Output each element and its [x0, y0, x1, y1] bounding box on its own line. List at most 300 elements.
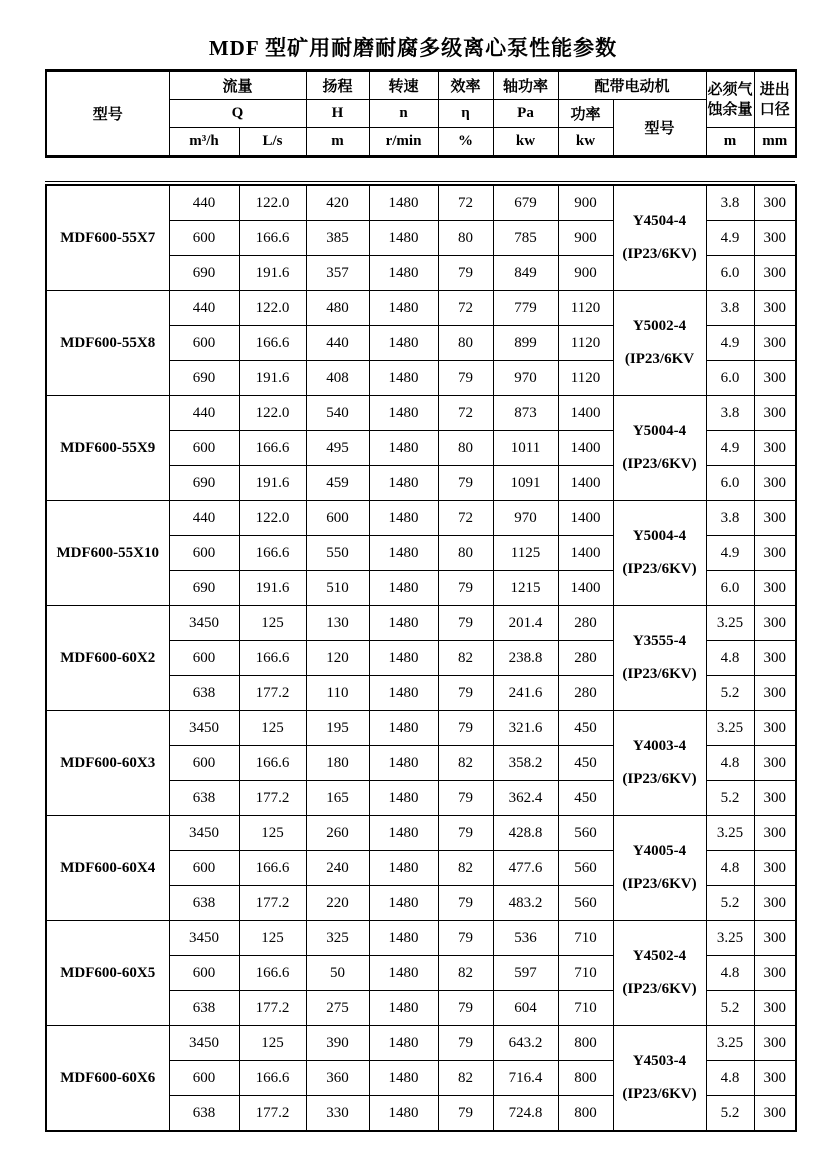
value-cell-kw: 280 [558, 676, 613, 711]
value-cell-ls: 125 [239, 816, 306, 851]
value-cell-npsh: 6.0 [706, 256, 754, 291]
motor-model-line: (IP23/6KV) [622, 771, 697, 787]
value-cell-pa: 201.4 [493, 606, 558, 641]
header-unit-pct: % [438, 128, 493, 157]
table-row [46, 921, 796, 956]
value-cell-eta: 79 [438, 361, 493, 396]
value-cell-h: 357 [306, 256, 369, 291]
value-cell-pa: 428.8 [493, 816, 558, 851]
value-cell-eta: 79 [438, 1096, 493, 1132]
value-cell-port: 300 [754, 466, 796, 501]
value-cell-port: 300 [754, 641, 796, 676]
value-cell-kw: 710 [558, 921, 613, 956]
motor-model-line: (IP23/6KV) [622, 561, 697, 577]
value-cell-m3h: 690 [169, 466, 239, 501]
header-shaft-power: 轴功率 [493, 71, 558, 100]
motor-model-line: (IP23/6KV [624, 351, 695, 367]
value-cell-kw: 560 [558, 851, 613, 886]
header-unit-kw-motor: kw [558, 128, 613, 157]
header-head: 扬程 [306, 71, 369, 100]
value-cell-m3h: 600 [169, 326, 239, 361]
value-cell-h: 240 [306, 851, 369, 886]
value-cell-npsh: 4.8 [706, 1061, 754, 1096]
value-cell-port: 300 [754, 501, 796, 536]
pump-model-cell: MDF600-55X9 [46, 396, 169, 501]
motor-model-line: Y5004-4 [632, 423, 687, 439]
value-cell-ls: 166.6 [239, 221, 306, 256]
value-cell-ls: 166.6 [239, 1061, 306, 1096]
value-cell-ls: 122.0 [239, 185, 306, 221]
value-cell-h: 420 [306, 185, 369, 221]
pump-model-cell: MDF600-55X8 [46, 291, 169, 396]
value-cell-kw: 1120 [558, 361, 613, 396]
value-cell-n: 1480 [369, 1061, 438, 1096]
value-cell-pa: 321.6 [493, 711, 558, 746]
value-cell-eta: 72 [438, 501, 493, 536]
header-efficiency: 效率 [438, 71, 493, 100]
value-cell-port: 300 [754, 781, 796, 816]
value-cell-port: 300 [754, 361, 796, 396]
motor-model-line: Y4005-4 [632, 843, 687, 859]
value-cell-kw: 1400 [558, 396, 613, 431]
value-cell-port: 300 [754, 991, 796, 1026]
value-cell-pa: 873 [493, 396, 558, 431]
value-cell-n: 1480 [369, 921, 438, 956]
value-cell-kw: 710 [558, 991, 613, 1026]
value-cell-port: 300 [754, 851, 796, 886]
header-n-symbol: n [369, 100, 438, 128]
value-cell-kw: 800 [558, 1061, 613, 1096]
value-cell-eta: 80 [438, 536, 493, 571]
header-port-line1: 进出 [759, 81, 790, 98]
double-rule-line [45, 181, 795, 182]
pump-model-cell: MDF600-60X5 [46, 921, 169, 1026]
value-cell-eta: 82 [438, 1061, 493, 1096]
value-cell-pa: 238.8 [493, 641, 558, 676]
value-cell-m3h: 638 [169, 781, 239, 816]
value-cell-ls: 166.6 [239, 536, 306, 571]
value-cell-m3h: 440 [169, 501, 239, 536]
table-row [46, 185, 796, 221]
value-cell-n: 1480 [369, 361, 438, 396]
value-cell-n: 1480 [369, 501, 438, 536]
value-cell-npsh: 4.8 [706, 746, 754, 781]
value-cell-m3h: 3450 [169, 606, 239, 641]
table-row [46, 291, 796, 326]
motor-model-cell [613, 1026, 706, 1132]
value-cell-m3h: 638 [169, 991, 239, 1026]
value-cell-ls: 177.2 [239, 676, 306, 711]
motor-model-cell [613, 711, 706, 816]
value-cell-npsh: 4.9 [706, 221, 754, 256]
value-cell-kw: 1400 [558, 571, 613, 606]
value-cell-h: 260 [306, 816, 369, 851]
value-cell-h: 130 [306, 606, 369, 641]
value-cell-npsh: 5.2 [706, 1096, 754, 1132]
header-q-symbol: Q [169, 100, 306, 128]
header-npsh-line2: 蚀余量 [707, 101, 753, 118]
value-cell-pa: 241.6 [493, 676, 558, 711]
value-cell-n: 1480 [369, 431, 438, 466]
value-cell-eta: 72 [438, 185, 493, 221]
value-cell-eta: 72 [438, 396, 493, 431]
value-cell-kw: 1120 [558, 291, 613, 326]
value-cell-m3h: 690 [169, 361, 239, 396]
value-cell-kw: 710 [558, 956, 613, 991]
motor-model-cell [613, 291, 706, 396]
value-cell-ls: 177.2 [239, 1096, 306, 1132]
motor-model-line: Y4003-4 [632, 738, 687, 754]
value-cell-pa: 970 [493, 361, 558, 396]
value-cell-n: 1480 [369, 1096, 438, 1132]
value-cell-ls: 166.6 [239, 746, 306, 781]
header-speed: 转速 [369, 71, 438, 100]
value-cell-h: 540 [306, 396, 369, 431]
value-cell-npsh: 3.8 [706, 291, 754, 326]
value-cell-eta: 82 [438, 956, 493, 991]
value-cell-port: 300 [754, 291, 796, 326]
value-cell-port: 300 [754, 221, 796, 256]
value-cell-m3h: 690 [169, 571, 239, 606]
value-cell-port: 300 [754, 676, 796, 711]
value-cell-pa: 362.4 [493, 781, 558, 816]
value-cell-h: 50 [306, 956, 369, 991]
value-cell-ls: 191.6 [239, 256, 306, 291]
value-cell-pa: 1215 [493, 571, 558, 606]
value-cell-kw: 560 [558, 886, 613, 921]
value-cell-n: 1480 [369, 816, 438, 851]
value-cell-n: 1480 [369, 676, 438, 711]
value-cell-ls: 166.6 [239, 956, 306, 991]
value-cell-m3h: 638 [169, 676, 239, 711]
header-port-line2: 口径 [759, 101, 790, 118]
header-row-1 [46, 71, 796, 100]
page-title: MDF 型矿用耐磨耐腐多级离心泵性能参数 [208, 36, 618, 60]
value-cell-npsh: 3.25 [706, 1026, 754, 1061]
value-cell-npsh: 3.8 [706, 501, 754, 536]
value-cell-eta: 79 [438, 711, 493, 746]
value-cell-eta: 80 [438, 326, 493, 361]
value-cell-npsh: 5.2 [706, 676, 754, 711]
value-cell-ls: 122.0 [239, 501, 306, 536]
pump-model-cell: MDF600-55X7 [46, 185, 169, 291]
value-cell-npsh: 3.8 [706, 185, 754, 221]
table-row [46, 501, 796, 536]
value-cell-h: 180 [306, 746, 369, 781]
value-cell-ls: 125 [239, 1026, 306, 1061]
value-cell-m3h: 600 [169, 641, 239, 676]
value-cell-port: 300 [754, 1061, 796, 1096]
value-cell-port: 300 [754, 536, 796, 571]
motor-model-cell [613, 185, 706, 291]
value-cell-port: 300 [754, 326, 796, 361]
value-cell-port: 300 [754, 256, 796, 291]
value-cell-npsh: 3.25 [706, 816, 754, 851]
value-cell-port: 300 [754, 1026, 796, 1061]
value-cell-npsh: 6.0 [706, 571, 754, 606]
value-cell-n: 1480 [369, 466, 438, 501]
value-cell-eta: 82 [438, 746, 493, 781]
value-cell-pa: 1091 [493, 466, 558, 501]
value-cell-eta: 82 [438, 851, 493, 886]
value-cell-pa: 358.2 [493, 746, 558, 781]
value-cell-port: 300 [754, 431, 796, 466]
value-cell-ls: 125 [239, 711, 306, 746]
value-cell-m3h: 3450 [169, 921, 239, 956]
value-cell-eta: 79 [438, 886, 493, 921]
value-cell-n: 1480 [369, 571, 438, 606]
value-cell-port: 300 [754, 185, 796, 221]
motor-model-line: (IP23/6KV) [622, 456, 697, 472]
value-cell-n: 1480 [369, 221, 438, 256]
value-cell-eta: 79 [438, 676, 493, 711]
value-cell-ls: 191.6 [239, 571, 306, 606]
value-cell-npsh: 5.2 [706, 781, 754, 816]
value-cell-kw: 280 [558, 641, 613, 676]
value-cell-m3h: 600 [169, 956, 239, 991]
value-cell-eta: 80 [438, 221, 493, 256]
header-port [754, 71, 796, 128]
value-cell-m3h: 600 [169, 851, 239, 886]
value-cell-npsh: 3.25 [706, 921, 754, 956]
data-table-body [46, 185, 796, 1131]
value-cell-npsh: 5.2 [706, 991, 754, 1026]
motor-model-line: Y5004-4 [632, 528, 687, 544]
value-cell-ls: 177.2 [239, 781, 306, 816]
value-cell-npsh: 3.25 [706, 711, 754, 746]
value-cell-pa: 643.2 [493, 1026, 558, 1061]
value-cell-port: 300 [754, 711, 796, 746]
value-cell-h: 440 [306, 326, 369, 361]
value-cell-n: 1480 [369, 1026, 438, 1061]
header-table [45, 69, 797, 158]
value-cell-npsh: 6.0 [706, 466, 754, 501]
value-cell-eta: 79 [438, 1026, 493, 1061]
pump-model-cell: MDF600-55X10 [46, 501, 169, 606]
header-eta-symbol: η [438, 100, 493, 128]
value-cell-m3h: 600 [169, 431, 239, 466]
value-cell-n: 1480 [369, 291, 438, 326]
value-cell-eta: 79 [438, 571, 493, 606]
value-cell-port: 300 [754, 1096, 796, 1132]
header-unit-ls: L/s [239, 128, 306, 157]
value-cell-h: 600 [306, 501, 369, 536]
value-cell-npsh: 4.8 [706, 851, 754, 886]
value-cell-h: 459 [306, 466, 369, 501]
value-cell-ls: 122.0 [239, 396, 306, 431]
value-cell-pa: 1125 [493, 536, 558, 571]
header-motor-model: 型号 [613, 100, 706, 157]
value-cell-pa: 716.4 [493, 1061, 558, 1096]
value-cell-npsh: 4.9 [706, 326, 754, 361]
value-cell-h: 325 [306, 921, 369, 956]
value-cell-eta: 79 [438, 921, 493, 956]
value-cell-kw: 900 [558, 256, 613, 291]
value-cell-n: 1480 [369, 851, 438, 886]
header-motor: 配带电动机 [558, 71, 706, 100]
value-cell-port: 300 [754, 571, 796, 606]
value-cell-port: 300 [754, 956, 796, 991]
value-cell-eta: 79 [438, 816, 493, 851]
value-cell-m3h: 600 [169, 1061, 239, 1096]
value-cell-ls: 177.2 [239, 991, 306, 1026]
value-cell-npsh: 4.9 [706, 431, 754, 466]
value-cell-port: 300 [754, 816, 796, 851]
value-cell-kw: 900 [558, 221, 613, 256]
motor-model-line: Y4504-4 [632, 213, 687, 229]
table-row [46, 816, 796, 851]
value-cell-h: 385 [306, 221, 369, 256]
value-cell-eta: 79 [438, 991, 493, 1026]
value-cell-npsh: 4.8 [706, 641, 754, 676]
value-cell-n: 1480 [369, 886, 438, 921]
value-cell-n: 1480 [369, 536, 438, 571]
header-model: 型号 [46, 71, 169, 157]
value-cell-h: 495 [306, 431, 369, 466]
value-cell-ls: 122.0 [239, 291, 306, 326]
value-cell-pa: 604 [493, 991, 558, 1026]
value-cell-m3h: 638 [169, 886, 239, 921]
value-cell-m3h: 690 [169, 256, 239, 291]
value-cell-m3h: 600 [169, 536, 239, 571]
value-cell-pa: 724.8 [493, 1096, 558, 1132]
value-cell-m3h: 440 [169, 185, 239, 221]
header-motor-power: 功率 [558, 100, 613, 128]
value-cell-kw: 450 [558, 711, 613, 746]
value-cell-h: 360 [306, 1061, 369, 1096]
value-cell-kw: 800 [558, 1026, 613, 1061]
value-cell-port: 300 [754, 886, 796, 921]
value-cell-eta: 72 [438, 291, 493, 326]
value-cell-m3h: 3450 [169, 1026, 239, 1061]
motor-model-cell [613, 921, 706, 1026]
value-cell-kw: 1400 [558, 501, 613, 536]
header-unit-kw-shaft: kw [493, 128, 558, 157]
value-cell-ls: 191.6 [239, 361, 306, 396]
value-cell-ls: 191.6 [239, 466, 306, 501]
value-cell-npsh: 3.8 [706, 396, 754, 431]
value-cell-n: 1480 [369, 606, 438, 641]
pump-model-cell: MDF600-60X6 [46, 1026, 169, 1132]
value-cell-h: 275 [306, 991, 369, 1026]
value-cell-port: 300 [754, 746, 796, 781]
value-cell-npsh: 5.2 [706, 886, 754, 921]
header-npsh [706, 71, 754, 128]
value-cell-port: 300 [754, 396, 796, 431]
value-cell-eta: 80 [438, 431, 493, 466]
value-cell-pa: 779 [493, 291, 558, 326]
table-row [46, 606, 796, 641]
value-cell-pa: 597 [493, 956, 558, 991]
motor-model-line: (IP23/6KV) [622, 666, 697, 682]
motor-model-cell [613, 816, 706, 921]
value-cell-ls: 125 [239, 921, 306, 956]
motor-model-line: Y5002-4 [632, 318, 687, 334]
motor-model-line: (IP23/6KV) [622, 981, 697, 997]
value-cell-ls: 166.6 [239, 641, 306, 676]
value-cell-n: 1480 [369, 185, 438, 221]
table-row [46, 396, 796, 431]
pump-model-cell: MDF600-60X2 [46, 606, 169, 711]
value-cell-npsh: 3.25 [706, 606, 754, 641]
value-cell-h: 408 [306, 361, 369, 396]
header-unit-m: m [306, 128, 369, 157]
value-cell-npsh: 4.9 [706, 536, 754, 571]
value-cell-pa: 785 [493, 221, 558, 256]
value-cell-n: 1480 [369, 396, 438, 431]
header-flow: 流量 [169, 71, 306, 100]
motor-model-line: Y3555-4 [632, 633, 687, 649]
value-cell-h: 120 [306, 641, 369, 676]
motor-model-line: (IP23/6KV) [622, 876, 697, 892]
value-cell-pa: 899 [493, 326, 558, 361]
value-cell-kw: 1120 [558, 326, 613, 361]
value-cell-kw: 1400 [558, 431, 613, 466]
value-cell-ls: 177.2 [239, 886, 306, 921]
value-cell-h: 330 [306, 1096, 369, 1132]
value-cell-ls: 125 [239, 606, 306, 641]
header-npsh-line1: 必须气 [707, 81, 753, 98]
value-cell-h: 480 [306, 291, 369, 326]
value-cell-h: 220 [306, 886, 369, 921]
value-cell-port: 300 [754, 921, 796, 956]
value-cell-pa: 1011 [493, 431, 558, 466]
value-cell-h: 510 [306, 571, 369, 606]
value-cell-port: 300 [754, 606, 796, 641]
value-cell-kw: 800 [558, 1096, 613, 1132]
motor-model-line: Y4502-4 [632, 948, 687, 964]
header-h-symbol: H [306, 100, 369, 128]
value-cell-eta: 79 [438, 606, 493, 641]
header-unit-rmin: r/min [369, 128, 438, 157]
value-cell-pa: 483.2 [493, 886, 558, 921]
value-cell-ls: 166.6 [239, 431, 306, 466]
value-cell-kw: 450 [558, 781, 613, 816]
value-cell-n: 1480 [369, 991, 438, 1026]
header-unit-m3h: m³/h [169, 128, 239, 157]
value-cell-m3h: 3450 [169, 711, 239, 746]
motor-model-cell [613, 396, 706, 501]
header-unit-port-mm: mm [754, 128, 796, 157]
value-cell-h: 165 [306, 781, 369, 816]
data-table [45, 184, 797, 1132]
value-cell-pa: 849 [493, 256, 558, 291]
header-pa-symbol: Pa [493, 100, 558, 128]
value-cell-m3h: 638 [169, 1096, 239, 1132]
value-cell-n: 1480 [369, 746, 438, 781]
pump-model-cell: MDF600-60X4 [46, 816, 169, 921]
value-cell-pa: 679 [493, 185, 558, 221]
value-cell-kw: 450 [558, 746, 613, 781]
motor-model-line: (IP23/6KV) [622, 246, 697, 262]
value-cell-m3h: 440 [169, 396, 239, 431]
value-cell-m3h: 3450 [169, 816, 239, 851]
value-cell-n: 1480 [369, 781, 438, 816]
motor-model-cell [613, 606, 706, 711]
value-cell-eta: 82 [438, 641, 493, 676]
value-cell-kw: 560 [558, 816, 613, 851]
value-cell-m3h: 600 [169, 746, 239, 781]
value-cell-n: 1480 [369, 641, 438, 676]
value-cell-h: 195 [306, 711, 369, 746]
value-cell-ls: 166.6 [239, 326, 306, 361]
value-cell-kw: 1400 [558, 466, 613, 501]
table-row [46, 711, 796, 746]
value-cell-eta: 79 [438, 256, 493, 291]
value-cell-npsh: 6.0 [706, 361, 754, 396]
value-cell-h: 550 [306, 536, 369, 571]
value-cell-n: 1480 [369, 256, 438, 291]
